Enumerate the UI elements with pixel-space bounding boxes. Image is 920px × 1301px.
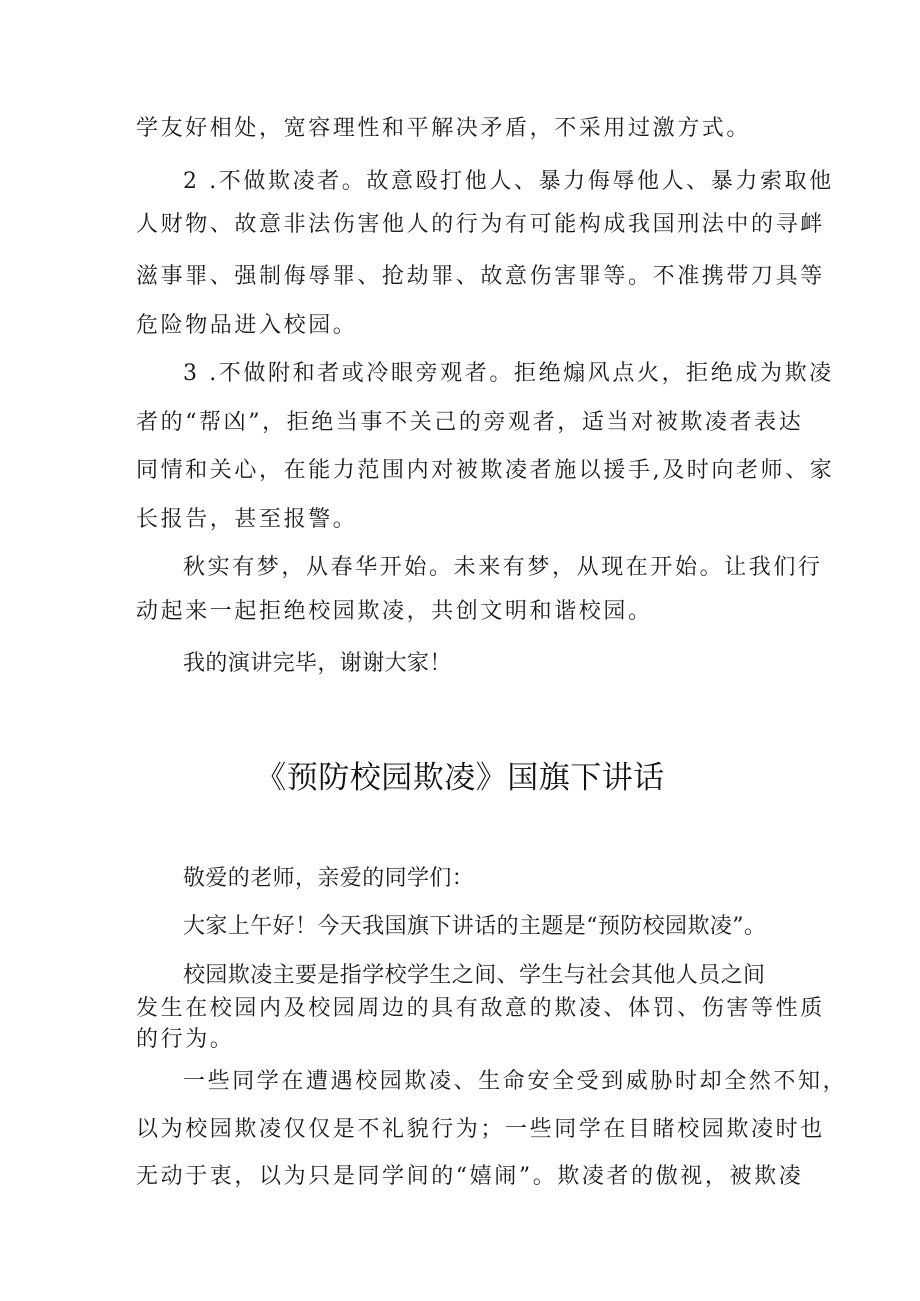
paragraph-line: 2 .不做欺凌者。故意殴打他人、暴力侮辱他人、暴力索取他 [183, 169, 834, 194]
speech-title: 《预防校园欺凌》国旗下讲话 [255, 760, 665, 796]
paragraph-line: 我的演讲完毕，谢谢大家！ [183, 651, 452, 676]
paragraph-line: 同情和关心，在能力范围内对被欺凌者施以援手,及时向老师、家 [136, 458, 835, 483]
paragraph-line: 秋实有梦，从春华开始。未来有梦，从现在开始。让我们行 [183, 555, 823, 580]
paragraph-line: 无动于衷，以为只是同学间的“嬉闹”。欺凌者的傲视，被欺凌 [136, 1164, 804, 1189]
paragraph-line: 动起来一起拒绝校园欺凌，共创文明和谐校园。 [136, 599, 653, 624]
paragraph-line: 大家上午好！今天我国旗下讲话的主题是“预防校园欺凌”。 [183, 914, 767, 939]
paragraph-line: 长报告，甚至报警。 [136, 507, 358, 532]
paragraph-line: 人财物、故意非法伤害他人的行为有可能构成我国刑法中的寻衅 [136, 212, 825, 237]
paragraph-line: 3 .不做附和者或冷眼旁观者。拒绝煽风点火，拒绝成为欺凌 [183, 361, 834, 386]
paragraph-line: 一些同学在遭遇校园欺凌、生命安全受到威胁时却全然不知， [183, 1069, 848, 1094]
paragraph-line: 以为校园欺凌仅仅是不礼貌行为；一些同学在目睹校园欺凌时也 [136, 1117, 825, 1142]
paragraph-line: 者的“帮凶”，拒绝当事不关己的旁观者，适当对被欺凌者表达 [136, 410, 804, 435]
paragraph-line: 发生在校园内及校园周边的具有敌意的欺凌、体罚、伤害等性质 [136, 996, 825, 1021]
paragraph-line: 滋事罪、强制侮辱罪、抢劫罪、故意伤害罪等。不准携带刀具等 [136, 264, 825, 289]
paragraph-line: 校园欺凌主要是指学校学生之间、学生与社会其他人员之间 [183, 963, 766, 988]
paragraph-line: 学友好相处，宽容理性和平解决矛盾，不采用过激方式。 [136, 116, 752, 141]
paragraph-line: 的行为。 [136, 1027, 235, 1052]
salutation: 敬爱的老师，亲爱的同学们： [183, 866, 475, 891]
paragraph-line: 危险物品进入校园。 [136, 313, 358, 338]
